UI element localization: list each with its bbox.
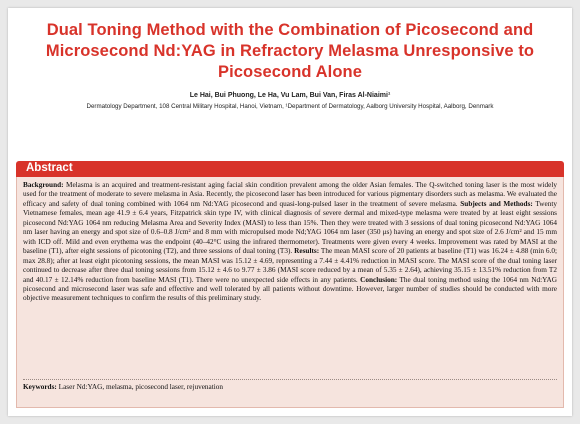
abstract-body xyxy=(23,181,557,304)
keywords-divider xyxy=(23,379,557,380)
conclusion-label: Conclusion: xyxy=(360,275,398,284)
abstract-box xyxy=(16,177,564,408)
paper-page xyxy=(8,8,572,416)
paper-title xyxy=(8,20,572,83)
title-line-1: Dual Toning Method with the Combination of Picosecond and xyxy=(46,21,534,39)
keywords-label: Keywords: xyxy=(23,383,57,391)
abstract-header xyxy=(16,161,564,177)
title-line-3: Picosecond Alone xyxy=(217,63,363,81)
background-text: Melasma is an acquired and treatment-resistant aging facial skin condition prevalent among the older Asian females. The Q-switched toning laser is the most widely used for the treatment of moderate to severe melasma in Asia. Recently, the picosecond laser has been introduced for various pigmentary disorders such as melasma. We evaluated the efficacy and safety of dual toning combined with 1064 nm Nd:YAG picosecond and quasi-long-pulsed laser in the treatment of severe melasma. xyxy=(23,181,557,208)
title-line-2: Microsecond Nd:YAG in Refractory Melasma Unresponsive to xyxy=(45,42,535,60)
methods-label: Subjects and Methods: xyxy=(460,199,533,208)
results-label: Results: xyxy=(294,247,320,256)
keywords-text: Laser Nd:YAG, melasma, picosecond laser, rejuvenation xyxy=(56,383,224,391)
affiliations: Dermatology Department, 108 Central Military Hospital, Hanoi, Vietnam, ¹Department of Dermatology, Aalborg University Hospital, Aalborg, Denmark xyxy=(86,103,494,110)
conclusion-text: The dual toning method using the 1064 nm Nd:YAG picosecond and microsecond laser was safe and effective and well tolerated by all patients without downtime. However, larger number of studies should be conducted with more objective measurement techniques to confirm the results of this preliminary study. xyxy=(23,275,557,303)
author-list: Le Hai, Bui Phuong, Le Ha, Vu Lam, Bui Van, Firas Al-Niaimi¹ xyxy=(189,92,391,99)
keywords xyxy=(23,383,557,391)
methods-text: Twenty Vietnamese females, mean age 41.9 ± 6.4 years, Fitzpatrick skin type IV, with clinical diagnosis of severe dermal and mixed-type melasma were treated by at least eight sessions picosecond Nd:YAG 1064 nm reducing Melasma Area and Severity Index (MASI) to less than 15%. Then they were treated with 3 sessions of dual toning picosecond Nd:YAG 1064 nm laser having an energy and spot size of 0.6–0.8 J/cm² and 8 mm with micropulsed mode Nd;YAG 1064 nm laser (350 μs) having an energy and spot size of 2.6 J/cm² and 15 mm with ICD off. Mild and even erythema was the endpoint (40–42°C using the infrared thermometer). Treatments were given every 4 weeks. Improvement was rated by MASI at the baseline (T1), after eight sessions of picotoning (T2), and three sessions of dual toning (T3). xyxy=(23,199,557,256)
results-text: The mean MASI score of 20 patients at baseline (T1) was 16.24 ± 4.88 (min 6.0; max 28.8); after at least eight picotoning sessions, the mean MASI was 15.12 ± 4.69, representing a 7.44 ± 4.41% reduction in MASI score. The MASI score of the dual toning laser continued to decrease after three dual toning sessions from 15.12 ± 4.6 to 9.77 ± 3.86 (MASI score reduced by a mean of 5.35 ± 2.64), achieving 35.15 ± 13.51% reduction from T2 and 40.17 ± 12.14% reduction from baseline MASI (T1). There were no unexpected side effects in any patients. xyxy=(23,247,557,284)
background-label: Background: xyxy=(23,181,64,189)
abstract-heading: Abstract xyxy=(26,162,73,174)
